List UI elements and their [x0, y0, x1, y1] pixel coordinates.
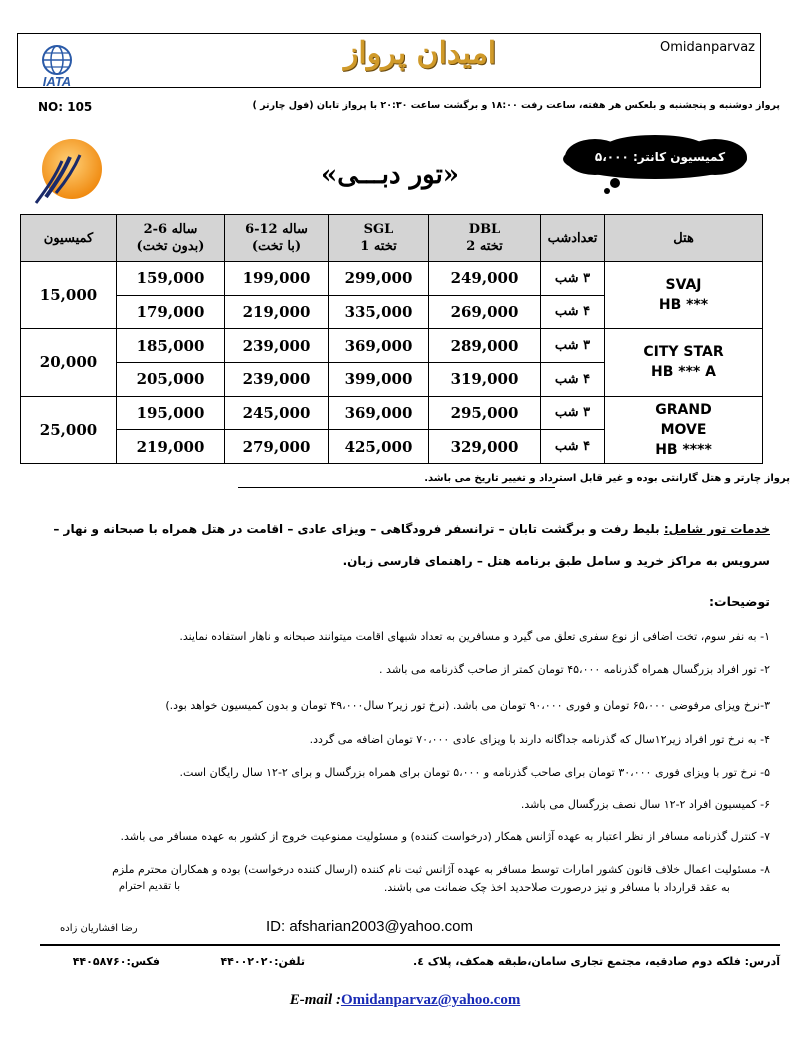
- tour-title: «تور دبـــی»: [320, 160, 460, 190]
- price-sgl: 399,000: [329, 362, 429, 396]
- notes-title: توضیحات:: [709, 594, 770, 609]
- airline-logo: [26, 135, 106, 215]
- table-header-row: [21, 215, 763, 262]
- nights-cell: ۳ شب: [541, 396, 605, 430]
- iata-logo: [26, 42, 88, 88]
- brand-name-fa: امیدان پرواز: [343, 36, 497, 71]
- table-note-underline: [238, 487, 555, 488]
- header-dbl-line2: 2 تخته: [466, 239, 503, 254]
- hotel-name-cell: [605, 396, 763, 463]
- footer-phone: تلفن:۴۴۰۰۲۰۲۰: [220, 955, 305, 968]
- footer-address: آدرس: فلکه دوم صادقیه، مجتمع تجاری سامان،طبقه همکف، پلاک ٤.: [413, 955, 780, 968]
- price-sgl: 299,000: [329, 262, 429, 296]
- price-dbl: 249,000: [429, 262, 541, 296]
- price-child-6-12: 279,000: [225, 430, 329, 464]
- document-number: NO: 105: [38, 100, 93, 114]
- header-child-6-12: [225, 215, 329, 262]
- footer-divider: [40, 944, 780, 946]
- brand-name-en: Omidanparvaz: [659, 40, 755, 55]
- nights-cell: ۴ شب: [541, 430, 605, 464]
- header-sgl-line1: SGL: [363, 222, 394, 237]
- table-row: [21, 329, 763, 363]
- price-sgl: 369,000: [329, 396, 429, 430]
- note-item: ۵- نرخ تور با ویزای فوری ۳۰،۰۰۰ تومان برای صاحب گذرنامه و ۵،۰۰۰ تومان برای همراه بزرگسال و برای ۲-۱۲ سال رایگان است.: [179, 766, 770, 779]
- note-item: ۸- مسئولیت اعمال خلاف قانون کشور امارات توسط مسافر به عهده آژانس ثبت نام کننده (ارسال کننده درخواست) بوده و همکاران محترم ملزم: [112, 863, 770, 876]
- note-item: ۴- به نرخ تور افراد زیر۱۲سال که گذرنامه جداگانه دارند با ویزای عادی ۷۰،۰۰۰ تومان اضافه می گردد.: [309, 733, 770, 746]
- price-child-2-6: 219,000: [117, 430, 225, 464]
- header-nights: تعدادشب: [541, 215, 605, 262]
- note-item: ۲- تور افراد بزرگسال همراه گذرنامه ۴۵،۰۰۰ تومان کمتر از صاحب گذرنامه می باشد .: [379, 663, 770, 676]
- header-sgl: [329, 215, 429, 262]
- price-child-6-12: 245,000: [225, 396, 329, 430]
- header-dbl: [429, 215, 541, 262]
- flight-info: پرواز دوشنبه و پنجشنبه و بلعکس هر هفته، ساعت رفت ۱۸:۰۰ و برگشت ساعت ۲۰:۳۰ با پرواز تابان (فول چارتر ): [252, 100, 780, 111]
- services-label: خدمات تور شامل:: [663, 522, 770, 536]
- signature-label: با تقدیم احترام: [118, 881, 180, 892]
- hotel-board: HB *** A: [651, 364, 716, 381]
- header-hotel: هتل: [605, 215, 763, 262]
- contact-name: رضا افشاریان زاده: [60, 923, 138, 934]
- commission-counter-text: کمیسیون کانتر: ۵،۰۰۰: [594, 150, 726, 164]
- footer-fax: فکس:۴۴۰۵۸۷۶۰: [72, 955, 160, 968]
- price-child-2-6: 205,000: [117, 362, 225, 396]
- price-child-6-12: 199,000: [225, 262, 329, 296]
- email-label: E-mail :: [289, 992, 341, 1008]
- price-child-2-6: 159,000: [117, 262, 225, 296]
- price-child-6-12: 239,000: [225, 362, 329, 396]
- header-child-2-6-line1: 2-6 ساله: [143, 222, 198, 237]
- price-child-2-6: 185,000: [117, 329, 225, 363]
- hotel-name-cell: [605, 329, 763, 396]
- hotel-name-cell: [605, 262, 763, 329]
- header-child-6-12-line1: 6-12 ساله: [245, 222, 308, 237]
- nights-cell: ۳ شب: [541, 329, 605, 363]
- contact-id: ID: afsharian2003@yahoo.com: [266, 918, 474, 935]
- table-note: پرواز چارتر و هتل گارانتی بوده و غیر قابل استرداد و تغییر تاریخ می باشد.: [424, 473, 790, 484]
- price-sgl: 425,000: [329, 430, 429, 464]
- table-row: [21, 396, 763, 430]
- price-dbl: 295,000: [429, 396, 541, 430]
- price-dbl: 329,000: [429, 430, 541, 464]
- header-child-2-6: [117, 215, 225, 262]
- price-sgl: 369,000: [329, 329, 429, 363]
- note-item: ۷- کنترل گذرنامه مسافر از نظر اعتبار به عهده آژانس همکار (درخواست کننده) و مسئولیت ممنوعیت خروج از کشور به عهده مسافر می باشد.: [120, 830, 770, 843]
- footer-email: [240, 992, 570, 1009]
- note-item: ۶- کمیسیون افراد ۲-۱۲ سال نصف بزرگسال می باشد.: [520, 798, 770, 811]
- nights-cell: ۳ شب: [541, 262, 605, 296]
- price-dbl: 319,000: [429, 362, 541, 396]
- nights-cell: ۴ شب: [541, 362, 605, 396]
- header-child-6-12-line2: (با تخت): [251, 239, 302, 254]
- price-sgl: 335,000: [329, 295, 429, 329]
- price-dbl: 269,000: [429, 295, 541, 329]
- header-child-2-6-line2: (بدون تخت): [136, 239, 205, 254]
- commission-cloud-badge: [555, 135, 755, 195]
- hotel-board: HB ***: [658, 297, 709, 314]
- price-dbl: 289,000: [429, 329, 541, 363]
- price-child-6-12: 219,000: [225, 295, 329, 329]
- header-commission: کمیسیون: [21, 215, 117, 262]
- commission-cell: 15,000: [21, 262, 117, 329]
- commission-cell: 25,000: [21, 396, 117, 463]
- hotel-name: SVAJ: [665, 277, 702, 294]
- table-row: [21, 262, 763, 296]
- note-item: ۱- به نفر سوم، تخت اضافی از نوع سفری تعلق می گیرد و مسافرین به تعداد شبهای اقامت میتوانند صبحانه و ناهار استفاده نمایند.: [179, 630, 770, 643]
- note-item: ۳-نرخ ویزای مرفوضی ۶۵،۰۰۰ تومان و فوری ۹۰،۰۰۰ تومان می باشد. (نرخ تور زیر۲ سال۴۹،۰۰۰ تومان و بدون کمیسیون خواهد بود.): [165, 699, 770, 712]
- tour-services: [30, 513, 770, 577]
- email-link[interactable]: Omidanparvaz@yahoo.com: [340, 992, 521, 1008]
- price-child-2-6: 179,000: [117, 295, 225, 329]
- price-child-6-12: 239,000: [225, 329, 329, 363]
- nights-cell: ۴ شب: [541, 295, 605, 329]
- price-child-2-6: 195,000: [117, 396, 225, 430]
- hotel-name: GRAND: [655, 401, 712, 418]
- iata-text: IATA: [42, 74, 72, 88]
- hotel-name-line2: MOVE: [660, 421, 707, 438]
- header-sgl-line2: 1 تخته: [360, 239, 397, 254]
- header-dbl-line1: DBL: [468, 222, 501, 237]
- hotel-board: HB ****: [655, 441, 712, 458]
- services-text: بلیط رفت و برگشت تابان – ترانسفر فرودگاهی – ویزای عادی – اقامت در هتل همراه با صبحانه و نهار – سرویس به مراکز خرید و سامل طبق برنامه هتل – راهنمای فارسی زبان.: [53, 522, 770, 568]
- hotel-name: CITY STAR: [643, 344, 724, 361]
- price-table: [20, 214, 763, 464]
- commission-cell: 20,000: [21, 329, 117, 396]
- note-item-continued: به عقد قرارداد با مسافر و نیز درصورت صلاحدید اخذ چک ضمانت می باشند.: [383, 881, 730, 894]
